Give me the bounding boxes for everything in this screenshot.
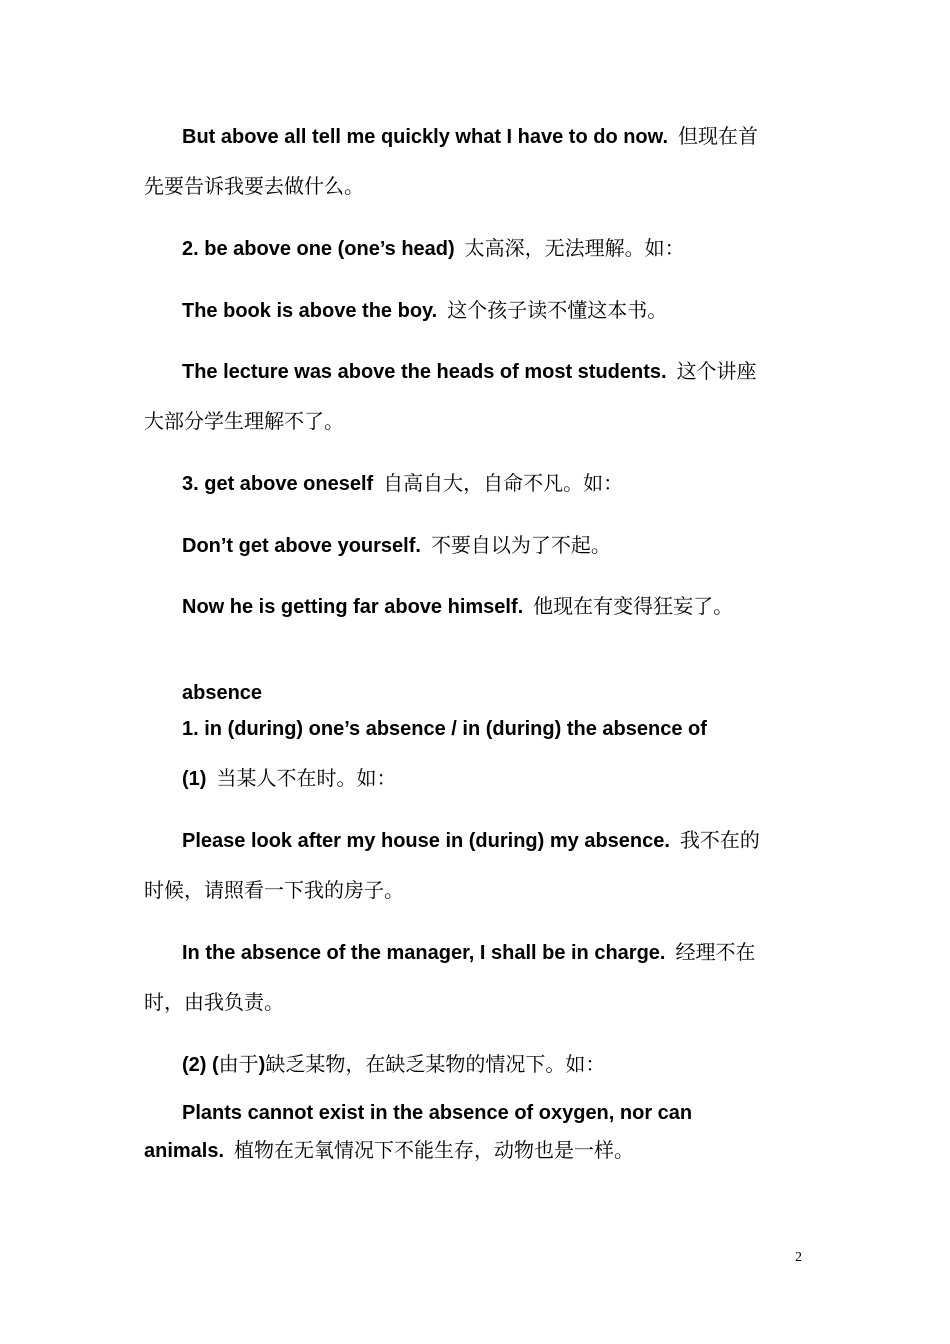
- subsense-number: (2) (: [182, 1054, 219, 1076]
- subsense-number: (1): [182, 768, 207, 790]
- sense-definition: 自高自大，自命不凡。如：: [383, 471, 624, 495]
- example-english: In the absence of the manager, I shall be in charge.: [182, 942, 666, 964]
- example-line: [182, 594, 733, 619]
- example-chinese: 时候，请照看一下我的房子。: [144, 878, 404, 902]
- example-chinese: 这个孩子读不懂这本书。: [447, 298, 668, 322]
- example-line-continued: [144, 878, 404, 903]
- subsense-definition: 缺乏某物，在缺乏某物的情况下。如：: [265, 1052, 606, 1076]
- example-chinese: 经理不在: [675, 940, 756, 964]
- example-chinese: 大部分学生理解不了。: [144, 409, 344, 433]
- example-line: [182, 940, 755, 965]
- sense-phrase: 3. get above oneself: [182, 473, 374, 495]
- subsense-heading: [182, 766, 396, 791]
- example-line: [182, 1101, 692, 1125]
- example-line-continued: [144, 1138, 634, 1163]
- subsense-definition: 当某人不在时。如：: [216, 766, 397, 790]
- sense-definition: 太高深，无法理解。如：: [464, 236, 685, 260]
- sense-phrase: 2. be above one (one’s head): [182, 238, 455, 260]
- example-english: Now he is getting far above himself.: [182, 596, 524, 618]
- example-english: Plants cannot exist in the absence of oxygen, nor can: [182, 1102, 693, 1124]
- example-chinese: 不要自以为了不起。: [430, 533, 611, 557]
- example-chinese: 先要告诉我要去做什么。: [144, 174, 364, 198]
- example-line-continued: [144, 174, 364, 199]
- example-english: The book is above the boy.: [182, 300, 438, 322]
- example-chinese: 我不在的: [679, 828, 760, 852]
- example-chinese: 他现在有变得狂妄了。: [533, 594, 734, 618]
- example-english: But above all tell me quickly what I have to do now.: [182, 126, 669, 148]
- example-chinese: 但现在首: [678, 124, 759, 148]
- headword-text: absence: [182, 682, 263, 704]
- example-line: [182, 533, 611, 558]
- subsense-heading: [182, 1052, 605, 1077]
- page-number: 2: [795, 1250, 802, 1265]
- example-chinese: 植物在无氧情况下不能生存，动物也是一样。: [234, 1138, 635, 1162]
- example-line-continued: [144, 409, 344, 434]
- example-line-continued: [144, 990, 284, 1015]
- example-english: The lecture was above the heads of most students.: [182, 361, 667, 383]
- sense-heading: [182, 236, 685, 261]
- example-english: Don’t get above yourself.: [182, 535, 421, 557]
- subsense-cause: 由于: [218, 1052, 259, 1076]
- example-line: [182, 124, 758, 149]
- sense-heading: [182, 471, 623, 496]
- example-line: [182, 359, 757, 384]
- sense-phrase: 1. in (during) one’s absence / in (during) the absence of: [182, 718, 707, 740]
- example-line: [182, 828, 760, 853]
- sense-heading: [182, 717, 707, 741]
- example-english: Please look after my house in (during) my absence.: [182, 830, 670, 852]
- example-chinese: 时，由我负责。: [144, 990, 284, 1014]
- subsense-paren: ): [258, 1054, 266, 1076]
- example-chinese: 这个讲座: [676, 359, 757, 383]
- example-english: animals.: [144, 1140, 225, 1162]
- headword: [182, 681, 262, 705]
- example-line: [182, 298, 667, 323]
